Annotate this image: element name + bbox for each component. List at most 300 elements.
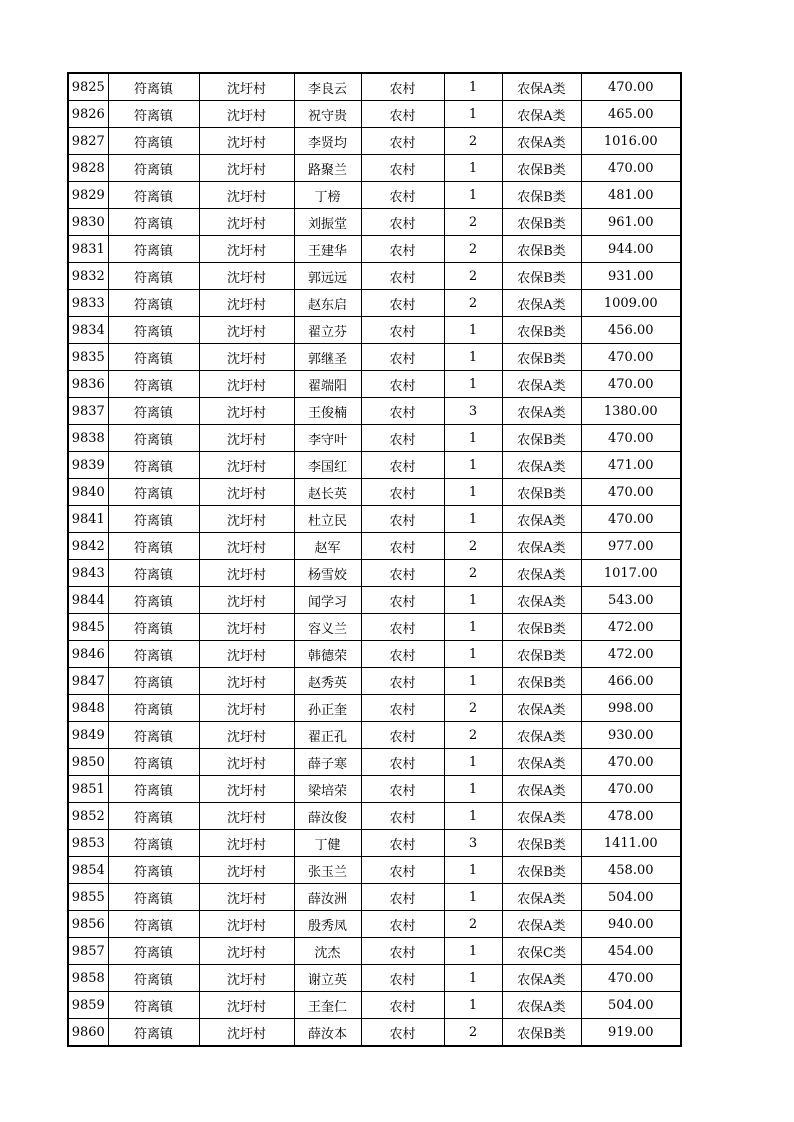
town-cell: 符离镇 xyxy=(108,857,199,884)
name-cell: 李守叶 xyxy=(294,425,361,452)
village-cell: 沈圩村 xyxy=(199,1019,294,1047)
household-type-cell: 农村 xyxy=(361,398,444,425)
amount-cell: 504.00 xyxy=(581,992,681,1019)
name-cell: 王建华 xyxy=(294,236,361,263)
amount-cell: 1009.00 xyxy=(581,290,681,317)
name-cell: 薛汝本 xyxy=(294,1019,361,1047)
household-type-cell: 农村 xyxy=(361,209,444,236)
table-row xyxy=(68,587,681,614)
record-number-cell: 9830 xyxy=(68,209,108,236)
household-type-cell: 农村 xyxy=(361,992,444,1019)
name-cell: 赵军 xyxy=(294,533,361,560)
insurance-category-cell: 农保B类 xyxy=(502,614,581,641)
name-cell: 丁榜 xyxy=(294,182,361,209)
name-cell: 薛子寒 xyxy=(294,749,361,776)
record-number-cell: 9857 xyxy=(68,938,108,965)
table-row xyxy=(68,263,681,290)
table-row xyxy=(68,452,681,479)
amount-cell: 1016.00 xyxy=(581,128,681,155)
table-row xyxy=(68,992,681,1019)
insurance-category-cell: 农保B类 xyxy=(502,425,581,452)
member-count-cell: 1 xyxy=(444,776,502,803)
table-row xyxy=(68,73,681,101)
amount-cell: 470.00 xyxy=(581,155,681,182)
amount-cell: 458.00 xyxy=(581,857,681,884)
insurance-category-cell: 农保A类 xyxy=(502,128,581,155)
amount-cell: 504.00 xyxy=(581,884,681,911)
town-cell: 符离镇 xyxy=(108,263,199,290)
insurance-category-cell: 农保A类 xyxy=(502,803,581,830)
village-cell: 沈圩村 xyxy=(199,911,294,938)
village-cell: 沈圩村 xyxy=(199,236,294,263)
village-cell: 沈圩村 xyxy=(199,857,294,884)
name-cell: 谢立英 xyxy=(294,965,361,992)
insurance-category-cell: 农保B类 xyxy=(502,641,581,668)
town-cell: 符离镇 xyxy=(108,695,199,722)
table-row xyxy=(68,155,681,182)
insurance-category-cell: 农保A类 xyxy=(502,290,581,317)
household-type-cell: 农村 xyxy=(361,236,444,263)
village-cell: 沈圩村 xyxy=(199,803,294,830)
name-cell: 祝守贵 xyxy=(294,101,361,128)
amount-cell: 470.00 xyxy=(581,425,681,452)
name-cell: 李贤均 xyxy=(294,128,361,155)
town-cell: 符离镇 xyxy=(108,614,199,641)
member-count-cell: 1 xyxy=(444,425,502,452)
village-cell: 沈圩村 xyxy=(199,722,294,749)
town-cell: 符离镇 xyxy=(108,479,199,506)
roster-table-body xyxy=(68,73,681,1046)
member-count-cell: 2 xyxy=(444,560,502,587)
record-number-cell: 9852 xyxy=(68,803,108,830)
name-cell: 王俊楠 xyxy=(294,398,361,425)
amount-cell: 470.00 xyxy=(581,479,681,506)
amount-cell: 456.00 xyxy=(581,317,681,344)
record-number-cell: 9856 xyxy=(68,911,108,938)
name-cell: 薛汝洲 xyxy=(294,884,361,911)
village-cell: 沈圩村 xyxy=(199,830,294,857)
record-number-cell: 9840 xyxy=(68,479,108,506)
town-cell: 符离镇 xyxy=(108,398,199,425)
name-cell: 杜立民 xyxy=(294,506,361,533)
household-type-cell: 农村 xyxy=(361,965,444,992)
record-number-cell: 9848 xyxy=(68,695,108,722)
village-cell: 沈圩村 xyxy=(199,884,294,911)
town-cell: 符离镇 xyxy=(108,506,199,533)
insurance-category-cell: 农保A类 xyxy=(502,884,581,911)
amount-cell: 1380.00 xyxy=(581,398,681,425)
town-cell: 符离镇 xyxy=(108,884,199,911)
town-cell: 符离镇 xyxy=(108,668,199,695)
record-number-cell: 9825 xyxy=(68,73,108,101)
table-row xyxy=(68,911,681,938)
town-cell: 符离镇 xyxy=(108,749,199,776)
amount-cell: 466.00 xyxy=(581,668,681,695)
town-cell: 符离镇 xyxy=(108,776,199,803)
table-row xyxy=(68,803,681,830)
record-number-cell: 9831 xyxy=(68,236,108,263)
insurance-category-cell: 农保B类 xyxy=(502,668,581,695)
village-cell: 沈圩村 xyxy=(199,425,294,452)
village-cell: 沈圩村 xyxy=(199,371,294,398)
town-cell: 符离镇 xyxy=(108,73,199,101)
household-type-cell: 农村 xyxy=(361,290,444,317)
amount-cell: 930.00 xyxy=(581,722,681,749)
table-row xyxy=(68,533,681,560)
town-cell: 符离镇 xyxy=(108,344,199,371)
town-cell: 符离镇 xyxy=(108,830,199,857)
insurance-category-cell: 农保A类 xyxy=(502,452,581,479)
household-type-cell: 农村 xyxy=(361,641,444,668)
member-count-cell: 2 xyxy=(444,209,502,236)
table-row xyxy=(68,425,681,452)
town-cell: 符离镇 xyxy=(108,236,199,263)
household-type-cell: 农村 xyxy=(361,1019,444,1047)
name-cell: 杨雪姣 xyxy=(294,560,361,587)
record-number-cell: 9835 xyxy=(68,344,108,371)
insurance-category-cell: 农保A类 xyxy=(502,992,581,1019)
table-row xyxy=(68,479,681,506)
household-type-cell: 农村 xyxy=(361,533,444,560)
record-number-cell: 9859 xyxy=(68,992,108,1019)
insurance-category-cell: 农保B类 xyxy=(502,155,581,182)
household-type-cell: 农村 xyxy=(361,479,444,506)
insurance-category-cell: 农保B类 xyxy=(502,479,581,506)
record-number-cell: 9855 xyxy=(68,884,108,911)
member-count-cell: 1 xyxy=(444,101,502,128)
insurance-category-cell: 农保B类 xyxy=(502,209,581,236)
name-cell: 郭远远 xyxy=(294,263,361,290)
insurance-category-cell: 农保A类 xyxy=(502,506,581,533)
amount-cell: 470.00 xyxy=(581,749,681,776)
member-count-cell: 3 xyxy=(444,830,502,857)
member-count-cell: 1 xyxy=(444,587,502,614)
insurance-category-cell: 农保A类 xyxy=(502,587,581,614)
town-cell: 符离镇 xyxy=(108,803,199,830)
insurance-category-cell: 农保A类 xyxy=(502,560,581,587)
member-count-cell: 1 xyxy=(444,73,502,101)
member-count-cell: 1 xyxy=(444,641,502,668)
household-type-cell: 农村 xyxy=(361,695,444,722)
table-row xyxy=(68,182,681,209)
member-count-cell: 1 xyxy=(444,938,502,965)
table-row xyxy=(68,938,681,965)
table-row xyxy=(68,128,681,155)
member-count-cell: 1 xyxy=(444,803,502,830)
member-count-cell: 1 xyxy=(444,506,502,533)
town-cell: 符离镇 xyxy=(108,182,199,209)
town-cell: 符离镇 xyxy=(108,587,199,614)
household-type-cell: 农村 xyxy=(361,73,444,101)
insurance-category-cell: 农保A类 xyxy=(502,73,581,101)
table-row xyxy=(68,344,681,371)
member-count-cell: 2 xyxy=(444,722,502,749)
record-number-cell: 9828 xyxy=(68,155,108,182)
household-type-cell: 农村 xyxy=(361,749,444,776)
member-count-cell: 1 xyxy=(444,992,502,1019)
table-row xyxy=(68,209,681,236)
name-cell: 孙正奎 xyxy=(294,695,361,722)
household-type-cell: 农村 xyxy=(361,614,444,641)
record-number-cell: 9853 xyxy=(68,830,108,857)
member-count-cell: 2 xyxy=(444,1019,502,1047)
village-cell: 沈圩村 xyxy=(199,452,294,479)
table-row xyxy=(68,857,681,884)
town-cell: 符离镇 xyxy=(108,1019,199,1047)
name-cell: 容义兰 xyxy=(294,614,361,641)
member-count-cell: 1 xyxy=(444,182,502,209)
household-type-cell: 农村 xyxy=(361,560,444,587)
insurance-category-cell: 农保B类 xyxy=(502,182,581,209)
household-type-cell: 农村 xyxy=(361,776,444,803)
village-cell: 沈圩村 xyxy=(199,398,294,425)
table-row xyxy=(68,1019,681,1047)
table-row xyxy=(68,776,681,803)
table-row xyxy=(68,614,681,641)
member-count-cell: 2 xyxy=(444,236,502,263)
record-number-cell: 9860 xyxy=(68,1019,108,1047)
table-row xyxy=(68,317,681,344)
member-count-cell: 2 xyxy=(444,128,502,155)
village-cell: 沈圩村 xyxy=(199,101,294,128)
name-cell: 路聚兰 xyxy=(294,155,361,182)
member-count-cell: 2 xyxy=(444,533,502,560)
village-cell: 沈圩村 xyxy=(199,587,294,614)
name-cell: 翟端阳 xyxy=(294,371,361,398)
village-cell: 沈圩村 xyxy=(199,965,294,992)
town-cell: 符离镇 xyxy=(108,560,199,587)
insurance-category-cell: 农保A类 xyxy=(502,533,581,560)
name-cell: 殷秀凤 xyxy=(294,911,361,938)
household-type-cell: 农村 xyxy=(361,452,444,479)
record-number-cell: 9832 xyxy=(68,263,108,290)
name-cell: 薛汝俊 xyxy=(294,803,361,830)
record-number-cell: 9829 xyxy=(68,182,108,209)
table-row xyxy=(68,722,681,749)
household-type-cell: 农村 xyxy=(361,155,444,182)
insurance-category-cell: 农保B类 xyxy=(502,344,581,371)
name-cell: 李良云 xyxy=(294,73,361,101)
household-type-cell: 农村 xyxy=(361,128,444,155)
town-cell: 符离镇 xyxy=(108,425,199,452)
amount-cell: 1411.00 xyxy=(581,830,681,857)
household-type-cell: 农村 xyxy=(361,587,444,614)
town-cell: 符离镇 xyxy=(108,371,199,398)
town-cell: 符离镇 xyxy=(108,101,199,128)
table-row xyxy=(68,965,681,992)
member-count-cell: 1 xyxy=(444,857,502,884)
table-row xyxy=(68,884,681,911)
name-cell: 翟立芬 xyxy=(294,317,361,344)
record-number-cell: 9833 xyxy=(68,290,108,317)
amount-cell: 961.00 xyxy=(581,209,681,236)
name-cell: 闻学习 xyxy=(294,587,361,614)
name-cell: 丁健 xyxy=(294,830,361,857)
town-cell: 符离镇 xyxy=(108,317,199,344)
insurance-category-cell: 农保A类 xyxy=(502,911,581,938)
village-cell: 沈圩村 xyxy=(199,749,294,776)
amount-cell: 472.00 xyxy=(581,614,681,641)
village-cell: 沈圩村 xyxy=(199,182,294,209)
insurance-category-cell: 农保B类 xyxy=(502,857,581,884)
town-cell: 符离镇 xyxy=(108,938,199,965)
insurance-category-cell: 农保B类 xyxy=(502,1019,581,1047)
table-row xyxy=(68,506,681,533)
amount-cell: 1017.00 xyxy=(581,560,681,587)
member-count-cell: 1 xyxy=(444,884,502,911)
table-row xyxy=(68,641,681,668)
household-type-cell: 农村 xyxy=(361,425,444,452)
record-number-cell: 9858 xyxy=(68,965,108,992)
amount-cell: 472.00 xyxy=(581,641,681,668)
village-cell: 沈圩村 xyxy=(199,479,294,506)
name-cell: 赵长英 xyxy=(294,479,361,506)
household-type-cell: 农村 xyxy=(361,803,444,830)
table-row xyxy=(68,371,681,398)
insurance-category-cell: 农保B类 xyxy=(502,317,581,344)
amount-cell: 470.00 xyxy=(581,344,681,371)
member-count-cell: 2 xyxy=(444,695,502,722)
household-type-cell: 农村 xyxy=(361,182,444,209)
amount-cell: 944.00 xyxy=(581,236,681,263)
amount-cell: 931.00 xyxy=(581,263,681,290)
record-number-cell: 9841 xyxy=(68,506,108,533)
table-row xyxy=(68,668,681,695)
village-cell: 沈圩村 xyxy=(199,776,294,803)
village-cell: 沈圩村 xyxy=(199,263,294,290)
name-cell: 郭继圣 xyxy=(294,344,361,371)
village-cell: 沈圩村 xyxy=(199,344,294,371)
village-cell: 沈圩村 xyxy=(199,938,294,965)
table-row xyxy=(68,236,681,263)
record-number-cell: 9842 xyxy=(68,533,108,560)
town-cell: 符离镇 xyxy=(108,533,199,560)
amount-cell: 543.00 xyxy=(581,587,681,614)
member-count-cell: 1 xyxy=(444,965,502,992)
town-cell: 符离镇 xyxy=(108,128,199,155)
insurance-category-cell: 农保C类 xyxy=(502,938,581,965)
household-type-cell: 农村 xyxy=(361,101,444,128)
amount-cell: 465.00 xyxy=(581,101,681,128)
name-cell: 王奎仁 xyxy=(294,992,361,1019)
table-row xyxy=(68,101,681,128)
town-cell: 符离镇 xyxy=(108,641,199,668)
member-count-cell: 2 xyxy=(444,290,502,317)
member-count-cell: 1 xyxy=(444,479,502,506)
record-number-cell: 9843 xyxy=(68,560,108,587)
member-count-cell: 1 xyxy=(444,452,502,479)
record-number-cell: 9847 xyxy=(68,668,108,695)
town-cell: 符离镇 xyxy=(108,722,199,749)
household-type-cell: 农村 xyxy=(361,263,444,290)
town-cell: 符离镇 xyxy=(108,992,199,1019)
village-cell: 沈圩村 xyxy=(199,533,294,560)
insurance-category-cell: 农保A类 xyxy=(502,695,581,722)
record-number-cell: 9851 xyxy=(68,776,108,803)
town-cell: 符离镇 xyxy=(108,155,199,182)
village-cell: 沈圩村 xyxy=(199,668,294,695)
member-count-cell: 2 xyxy=(444,263,502,290)
member-count-cell: 1 xyxy=(444,344,502,371)
village-cell: 沈圩村 xyxy=(199,73,294,101)
amount-cell: 481.00 xyxy=(581,182,681,209)
member-count-cell: 3 xyxy=(444,398,502,425)
record-number-cell: 9844 xyxy=(68,587,108,614)
household-type-cell: 农村 xyxy=(361,722,444,749)
record-number-cell: 9838 xyxy=(68,425,108,452)
record-number-cell: 9845 xyxy=(68,614,108,641)
table-row xyxy=(68,398,681,425)
insurance-category-cell: 农保B类 xyxy=(502,236,581,263)
table-row xyxy=(68,560,681,587)
table-row xyxy=(68,695,681,722)
village-cell: 沈圩村 xyxy=(199,155,294,182)
household-type-cell: 农村 xyxy=(361,830,444,857)
amount-cell: 470.00 xyxy=(581,73,681,101)
insurance-category-cell: 农保A类 xyxy=(502,371,581,398)
town-cell: 符离镇 xyxy=(108,452,199,479)
amount-cell: 470.00 xyxy=(581,965,681,992)
insurance-category-cell: 农保A类 xyxy=(502,101,581,128)
household-type-cell: 农村 xyxy=(361,668,444,695)
insurance-category-cell: 农保A类 xyxy=(502,398,581,425)
record-number-cell: 9846 xyxy=(68,641,108,668)
amount-cell: 940.00 xyxy=(581,911,681,938)
member-count-cell: 2 xyxy=(444,911,502,938)
household-type-cell: 农村 xyxy=(361,938,444,965)
name-cell: 翟正孔 xyxy=(294,722,361,749)
name-cell: 韩德荣 xyxy=(294,641,361,668)
household-type-cell: 农村 xyxy=(361,884,444,911)
record-number-cell: 9849 xyxy=(68,722,108,749)
name-cell: 沈杰 xyxy=(294,938,361,965)
table-row xyxy=(68,830,681,857)
member-count-cell: 1 xyxy=(444,668,502,695)
insurance-category-cell: 农保A类 xyxy=(502,965,581,992)
village-cell: 沈圩村 xyxy=(199,290,294,317)
member-count-cell: 1 xyxy=(444,371,502,398)
member-count-cell: 1 xyxy=(444,317,502,344)
insurance-category-cell: 农保A类 xyxy=(502,722,581,749)
amount-cell: 919.00 xyxy=(581,1019,681,1047)
town-cell: 符离镇 xyxy=(108,965,199,992)
record-number-cell: 9826 xyxy=(68,101,108,128)
household-type-cell: 农村 xyxy=(361,371,444,398)
insurance-category-cell: 农保A类 xyxy=(502,749,581,776)
village-cell: 沈圩村 xyxy=(199,209,294,236)
table-row xyxy=(68,290,681,317)
amount-cell: 478.00 xyxy=(581,803,681,830)
household-type-cell: 农村 xyxy=(361,911,444,938)
insurance-category-cell: 农保A类 xyxy=(502,776,581,803)
record-number-cell: 9839 xyxy=(68,452,108,479)
name-cell: 刘振堂 xyxy=(294,209,361,236)
amount-cell: 977.00 xyxy=(581,533,681,560)
village-cell: 沈圩村 xyxy=(199,560,294,587)
village-cell: 沈圩村 xyxy=(199,641,294,668)
member-count-cell: 1 xyxy=(444,749,502,776)
household-type-cell: 农村 xyxy=(361,506,444,533)
record-number-cell: 9834 xyxy=(68,317,108,344)
record-number-cell: 9836 xyxy=(68,371,108,398)
town-cell: 符离镇 xyxy=(108,209,199,236)
village-cell: 沈圩村 xyxy=(199,128,294,155)
insurance-category-cell: 农保B类 xyxy=(502,830,581,857)
roster-table xyxy=(67,72,682,1047)
record-number-cell: 9854 xyxy=(68,857,108,884)
record-number-cell: 9837 xyxy=(68,398,108,425)
village-cell: 沈圩村 xyxy=(199,506,294,533)
